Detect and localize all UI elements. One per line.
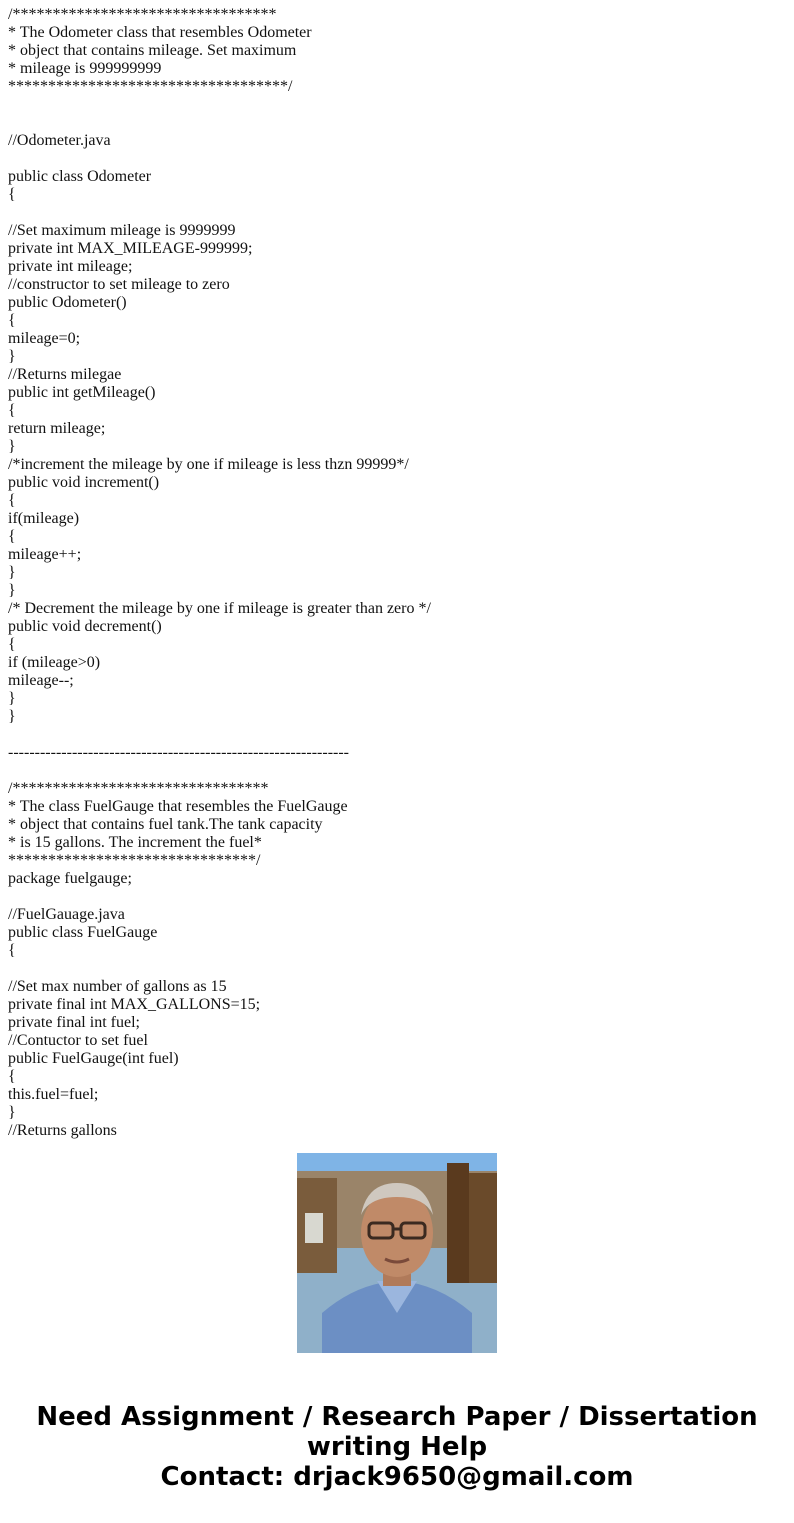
code-line: //Returns gallons	[8, 1122, 117, 1139]
code-line	[8, 888, 788, 906]
code-line: {	[8, 528, 16, 545]
code-line: * object that contains mileage. Set maximum	[8, 42, 297, 59]
code-line: }	[8, 690, 16, 707]
code-line: private final int MAX_GALLONS=15;	[8, 996, 261, 1013]
code-line: //Odometer.java	[8, 132, 111, 149]
code-line: private int MAX_MILEAGE-999999;	[8, 240, 253, 257]
code-line: }	[8, 708, 16, 725]
code-line: if (mileage>0)	[8, 654, 101, 671]
code-line: mileage=0;	[8, 330, 81, 347]
code-line: mileage++;	[8, 546, 82, 563]
code-line: {	[8, 492, 16, 509]
code-line: {	[8, 942, 16, 959]
promo-headline: Need Assignment / Research Paper / Dissertation	[36, 1402, 758, 1432]
code-line: }	[8, 564, 16, 581]
code-line: //FuelGauage.java	[8, 906, 125, 923]
promo-subheadline: writing Help	[306, 1432, 488, 1462]
code-line	[8, 96, 788, 114]
code-line: * object that contains fuel tank.The tank capacity	[8, 816, 323, 833]
code-line	[8, 114, 788, 132]
code-line: {	[8, 1068, 16, 1085]
code-line: }	[8, 348, 16, 365]
code-line: public void increment()	[8, 474, 160, 491]
code-line: //Set maximum mileage is 9999999	[8, 222, 236, 239]
code-line: ----------------------------------------------------------------	[8, 744, 349, 761]
code-line: /* Decrement the mileage by one if mileage is greater than zero */	[8, 600, 431, 617]
code-line: /********************************	[8, 780, 269, 797]
code-line: public void decrement()	[8, 618, 162, 635]
code-line: public FuelGauge(int fuel)	[8, 1050, 179, 1067]
code-line	[8, 762, 788, 780]
code-line: return mileage;	[8, 420, 106, 437]
code-listing	[8, 6, 788, 1139]
code-line: //Returns milegae	[8, 366, 122, 383]
code-line	[8, 150, 788, 168]
code-line: }	[8, 582, 16, 599]
author-avatar	[297, 1153, 497, 1353]
code-line: }	[8, 1104, 16, 1121]
code-line: * is 15 gallons. The increment the fuel*	[8, 834, 262, 851]
code-line: public int getMileage()	[8, 384, 156, 401]
code-line: if(mileage)	[8, 510, 80, 527]
code-line: private final int fuel;	[8, 1014, 140, 1031]
code-line: package fuelgauge;	[8, 870, 132, 887]
code-line: public Odometer()	[8, 294, 127, 311]
code-line: {	[8, 186, 16, 203]
code-line: * The class FuelGauge that resembles the FuelGauge	[8, 798, 348, 815]
code-line: * The Odometer class that resembles Odometer	[8, 24, 312, 41]
code-line: this.fuel=fuel;	[8, 1086, 99, 1103]
code-line	[8, 204, 788, 222]
code-line: public class FuelGauge	[8, 924, 158, 941]
code-line: {	[8, 402, 16, 419]
code-line: ***********************************/	[8, 78, 293, 95]
code-line	[8, 960, 788, 978]
code-line: //constructor to set mileage to zero	[8, 276, 230, 293]
code-line	[8, 726, 788, 744]
code-line: /*********************************	[8, 6, 277, 23]
code-line: /*increment the mileage by one if mileage is less thzn 99999*/	[8, 456, 409, 473]
code-line: {	[8, 312, 16, 329]
promo-banner	[0, 1402, 794, 1492]
code-line: private int mileage;	[8, 258, 133, 275]
code-line: mileage--;	[8, 672, 74, 689]
code-line: //Contuctor to set fuel	[8, 1032, 148, 1049]
code-line: * mileage is 999999999	[8, 60, 162, 77]
code-line: *******************************/	[8, 852, 261, 869]
code-line: public class Odometer	[8, 168, 152, 185]
code-line: {	[8, 636, 16, 653]
code-line: //Set max number of gallons as 15	[8, 978, 227, 995]
author-portrait-image	[297, 1153, 497, 1353]
promo-contact: Contact: drjack9650@gmail.com	[160, 1462, 634, 1492]
code-line: }	[8, 438, 16, 455]
